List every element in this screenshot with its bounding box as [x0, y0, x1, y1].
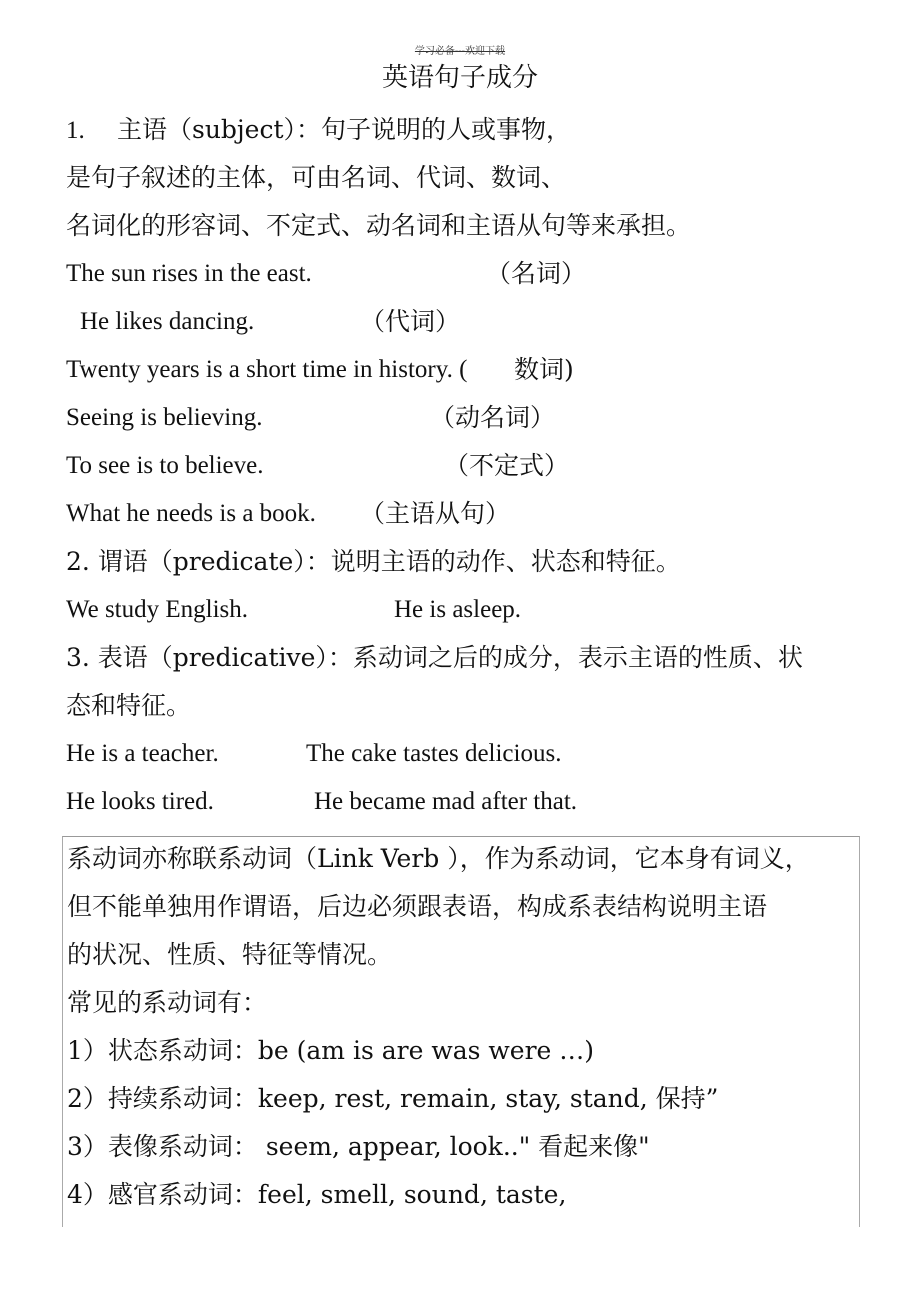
section-3-example-2b: He became mad after that. [314, 788, 578, 815]
example-gerund [66, 398, 263, 438]
section-3-example-1b: The cake tastes delicious. [306, 740, 562, 767]
example-text: The sun rises in the east. [66, 260, 312, 287]
section-1-desc-2: 名词化的形容词、不定式、动名词和主语从句等来承担。 [66, 211, 692, 240]
example-subject-clause [66, 494, 316, 534]
section-2-heading: 2. 谓语（predicate）：说明主语的动作、状态和特征。 [66, 547, 681, 576]
example-text: Seeing is believing. [66, 404, 263, 431]
link-verb-item: 4）感官系动词：feel, smell, sound, taste, [67, 1180, 567, 1209]
header-text: 学习必备---欢迎下载 [414, 46, 506, 57]
example-label: （代词） [360, 307, 461, 336]
note-line-1: 系动词亦称联系动词（Link Verb ），作为系动词，它本身有词义， [67, 844, 810, 873]
example-text: What he needs is a book. [66, 500, 316, 527]
example-label: 数词) [514, 355, 574, 384]
section-1-heading-text: 主语（subject）：句子说明的人或事物， [117, 115, 572, 144]
example-label: （主语从句） [360, 499, 511, 528]
example-pronoun [80, 302, 254, 342]
example-text: He likes dancing. [80, 308, 255, 335]
example-label: （名词） [486, 259, 587, 288]
link-verb-item: 1）状态系动词：be (am is are was were …) [67, 1036, 595, 1065]
section-3-example-2a: He looks tired. [66, 788, 214, 815]
page-header [0, 42, 920, 57]
section-3-heading-2: 态和特征。 [66, 691, 192, 720]
example-infinitive [66, 446, 264, 486]
section-2-example-b: He is asleep. [394, 596, 522, 623]
example-text: Twenty years is a short time in history. ( [66, 356, 468, 383]
section-3-heading-1: 3. 表语（predicative）：系动词之后的成分，表示主语的性质、状 [66, 643, 803, 672]
note-line-2: 但不能单独用作谓语，后边必须跟表语，构成系表结构说明主语 [67, 892, 768, 921]
section-3-example-1a: He is a teacher. [66, 740, 219, 767]
link-verb-note-box [62, 836, 860, 1227]
document-title: 英语句子成分 [381, 63, 538, 93]
section-2-example-a: We study English. [66, 596, 249, 623]
note-line-3: 的状况、性质、特征等情况。 [67, 940, 393, 969]
section-1-desc-1: 是句子叙述的主体，可由名词、代词、数词、 [66, 163, 567, 192]
section-1-heading [66, 110, 571, 151]
example-noun [66, 254, 312, 294]
link-verb-item: 3）表像系动词： seem, appear, look.." 看起来像" [67, 1132, 650, 1161]
example-numeral [66, 350, 467, 390]
example-text: To see is to believe. [66, 452, 264, 479]
example-label: （不定式） [444, 451, 570, 480]
note-line-4: 常见的系动词有： [67, 988, 268, 1017]
example-label: （动名词） [430, 403, 556, 432]
section-1-number: 1. [66, 117, 85, 144]
link-verb-item: 2）持续系动词：keep, rest, remain, stay, stand, 保持” [67, 1084, 719, 1113]
